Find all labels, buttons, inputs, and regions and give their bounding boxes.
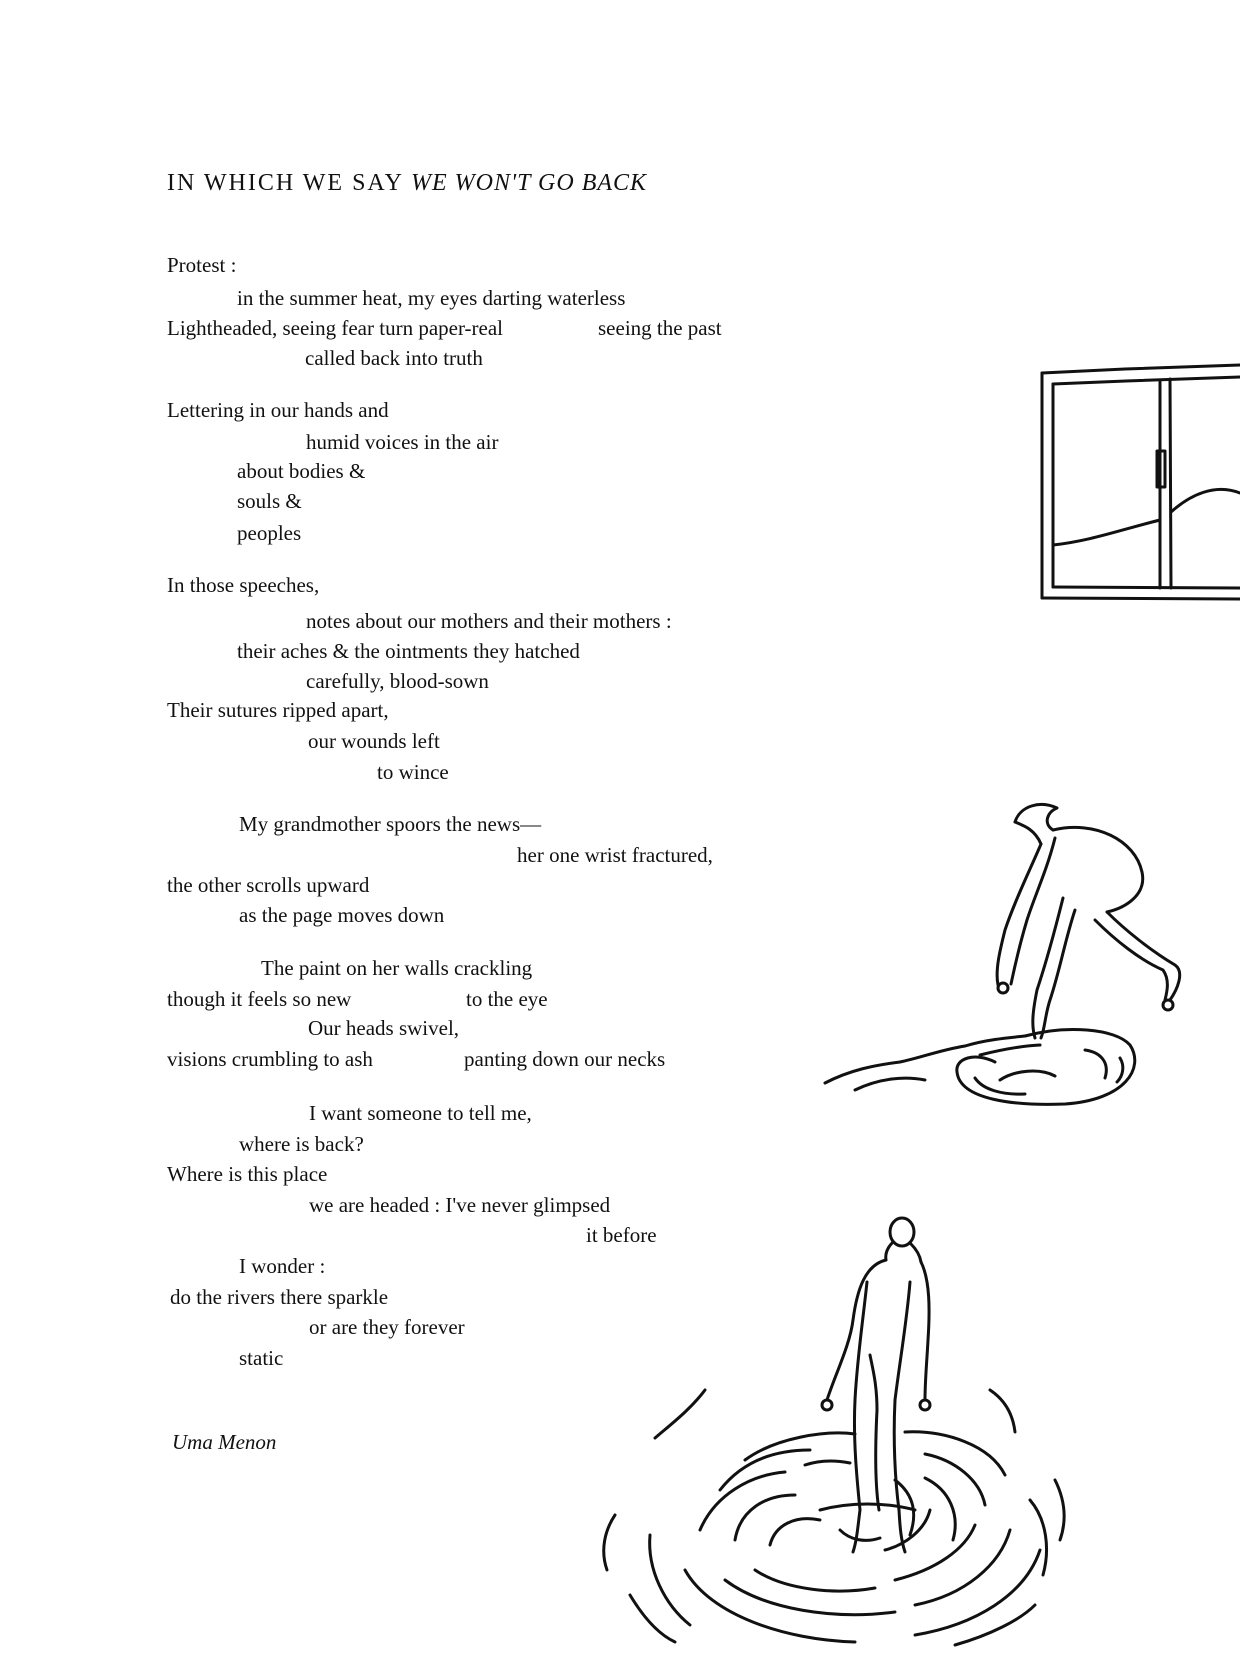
poem-line: our wounds left (308, 729, 440, 753)
author-signature: Uma Menon (172, 1430, 277, 1454)
poem-line: or are they forever (309, 1315, 465, 1339)
poem-line: Where is this place (167, 1162, 328, 1186)
poem-line: though it feels so new (167, 987, 352, 1011)
bending-figure-illustration (825, 800, 1195, 1120)
poem-line: peoples (237, 521, 302, 545)
poem-line: called back into truth (305, 346, 483, 370)
poem-line: where is back? (239, 1132, 364, 1156)
poem-line: The paint on her walls crackling (261, 956, 533, 980)
poem-line: Protest : (167, 253, 237, 277)
poem-line: I wonder : (239, 1254, 326, 1278)
poem-line: about bodies & (237, 459, 366, 483)
poem-line: Our heads swivel, (308, 1016, 460, 1040)
poem-line: in the summer heat, my eyes darting waterless (237, 286, 626, 310)
poem-line: the other scrolls upward (167, 873, 370, 897)
poem-line: carefully, blood-sown (306, 669, 489, 693)
poem-line: panting down our necks (464, 1047, 666, 1071)
poem-line: to the eye (466, 987, 548, 1011)
poem-line: In those speeches, (167, 573, 320, 597)
poem-line: we are headed : I've never glimpsed (309, 1193, 611, 1217)
poem-line: it before (586, 1223, 657, 1247)
poem-line: Lightheaded, seeing fear turn paper-real (167, 316, 503, 340)
standing-figure-illustration (595, 1210, 1080, 1650)
poem-title-italic: WE WON'T GO BACK (411, 170, 648, 196)
poem-title-roman: IN WHICH WE SAY (167, 170, 404, 196)
poem-line: as the page moves down (239, 903, 445, 927)
window-illustration (1030, 355, 1240, 610)
poem-line: her one wrist fractured, (517, 843, 713, 867)
poem-line: Their sutures ripped apart, (167, 698, 389, 722)
poem-line: do the rivers there sparkle (170, 1285, 389, 1309)
poem-line: souls & (237, 489, 302, 513)
poem-line: Lettering in our hands and (167, 398, 389, 422)
poem-line: visions crumbling to ash (167, 1047, 373, 1071)
poem-line: their aches & the ointments they hatched (237, 639, 580, 663)
poem-line: I want someone to tell me, (309, 1101, 532, 1125)
poem-line: notes about our mothers and their mothers : (306, 609, 672, 633)
poem-line: to wince (377, 760, 449, 784)
poem-line: humid voices in the air (306, 430, 499, 454)
poem-title (167, 170, 647, 197)
poem-line: My grandmother spoors the news— (239, 812, 542, 836)
poem-line: seeing the past (598, 316, 722, 340)
poem-line: static (239, 1346, 284, 1370)
